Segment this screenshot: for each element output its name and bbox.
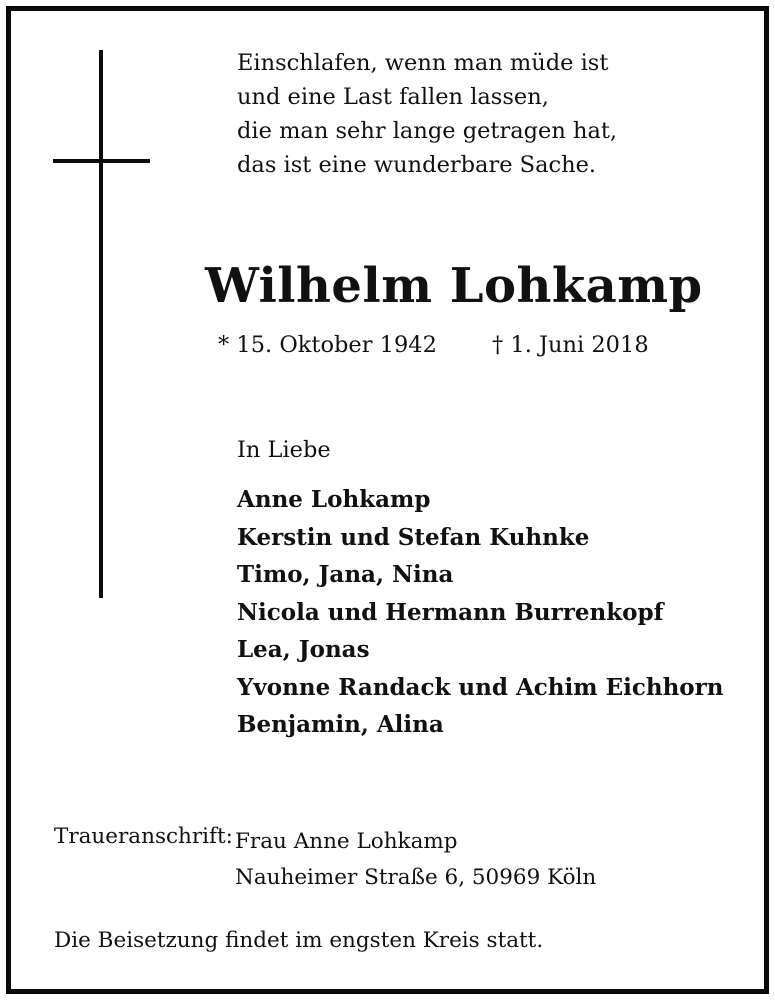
in-liebe-label: In Liebe: [237, 437, 331, 463]
mourner-line: Benjamin, Alina: [237, 711, 444, 738]
mourner-line: Yvonne Randack und Achim Eichhorn: [237, 673, 724, 701]
mourner-line: Kerstin und Stefan Kuhnke: [237, 523, 590, 551]
poem: [237, 46, 617, 182]
poem-line: Einschlafen, wenn man müde ist: [237, 50, 609, 76]
cross-horizontal-bar: [53, 159, 150, 163]
poem-line: und eine Last fallen lassen,: [237, 84, 549, 110]
death-date: † 1. Juni 2018: [492, 332, 649, 358]
burial-notice: Die Beisetzung findet im engsten Kreis statt.: [54, 928, 544, 953]
mourners-list: [237, 481, 724, 744]
mourner-line: Lea, Jonas: [237, 636, 370, 663]
mourner-line: Anne Lohkamp: [237, 486, 431, 513]
address-line: Frau Anne Lohkamp: [235, 829, 458, 854]
birth-date: * 15. Oktober 1942: [218, 332, 437, 358]
deceased-name: Wilhelm Lohkamp: [205, 258, 703, 314]
poem-line: die man sehr lange getragen hat,: [237, 118, 618, 144]
cross-vertical-bar: [99, 50, 103, 598]
poem-line: das ist eine wunderbare Sache.: [237, 152, 597, 178]
address-label: Traueranschrift:: [54, 824, 233, 849]
address-lines: [235, 824, 596, 896]
address-line: Nauheimer Straße 6, 50969 Köln: [235, 865, 597, 890]
mourner-line: Timo, Jana, Nina: [237, 561, 454, 588]
mourner-line: Nicola und Hermann Burrenkopf: [237, 598, 664, 626]
